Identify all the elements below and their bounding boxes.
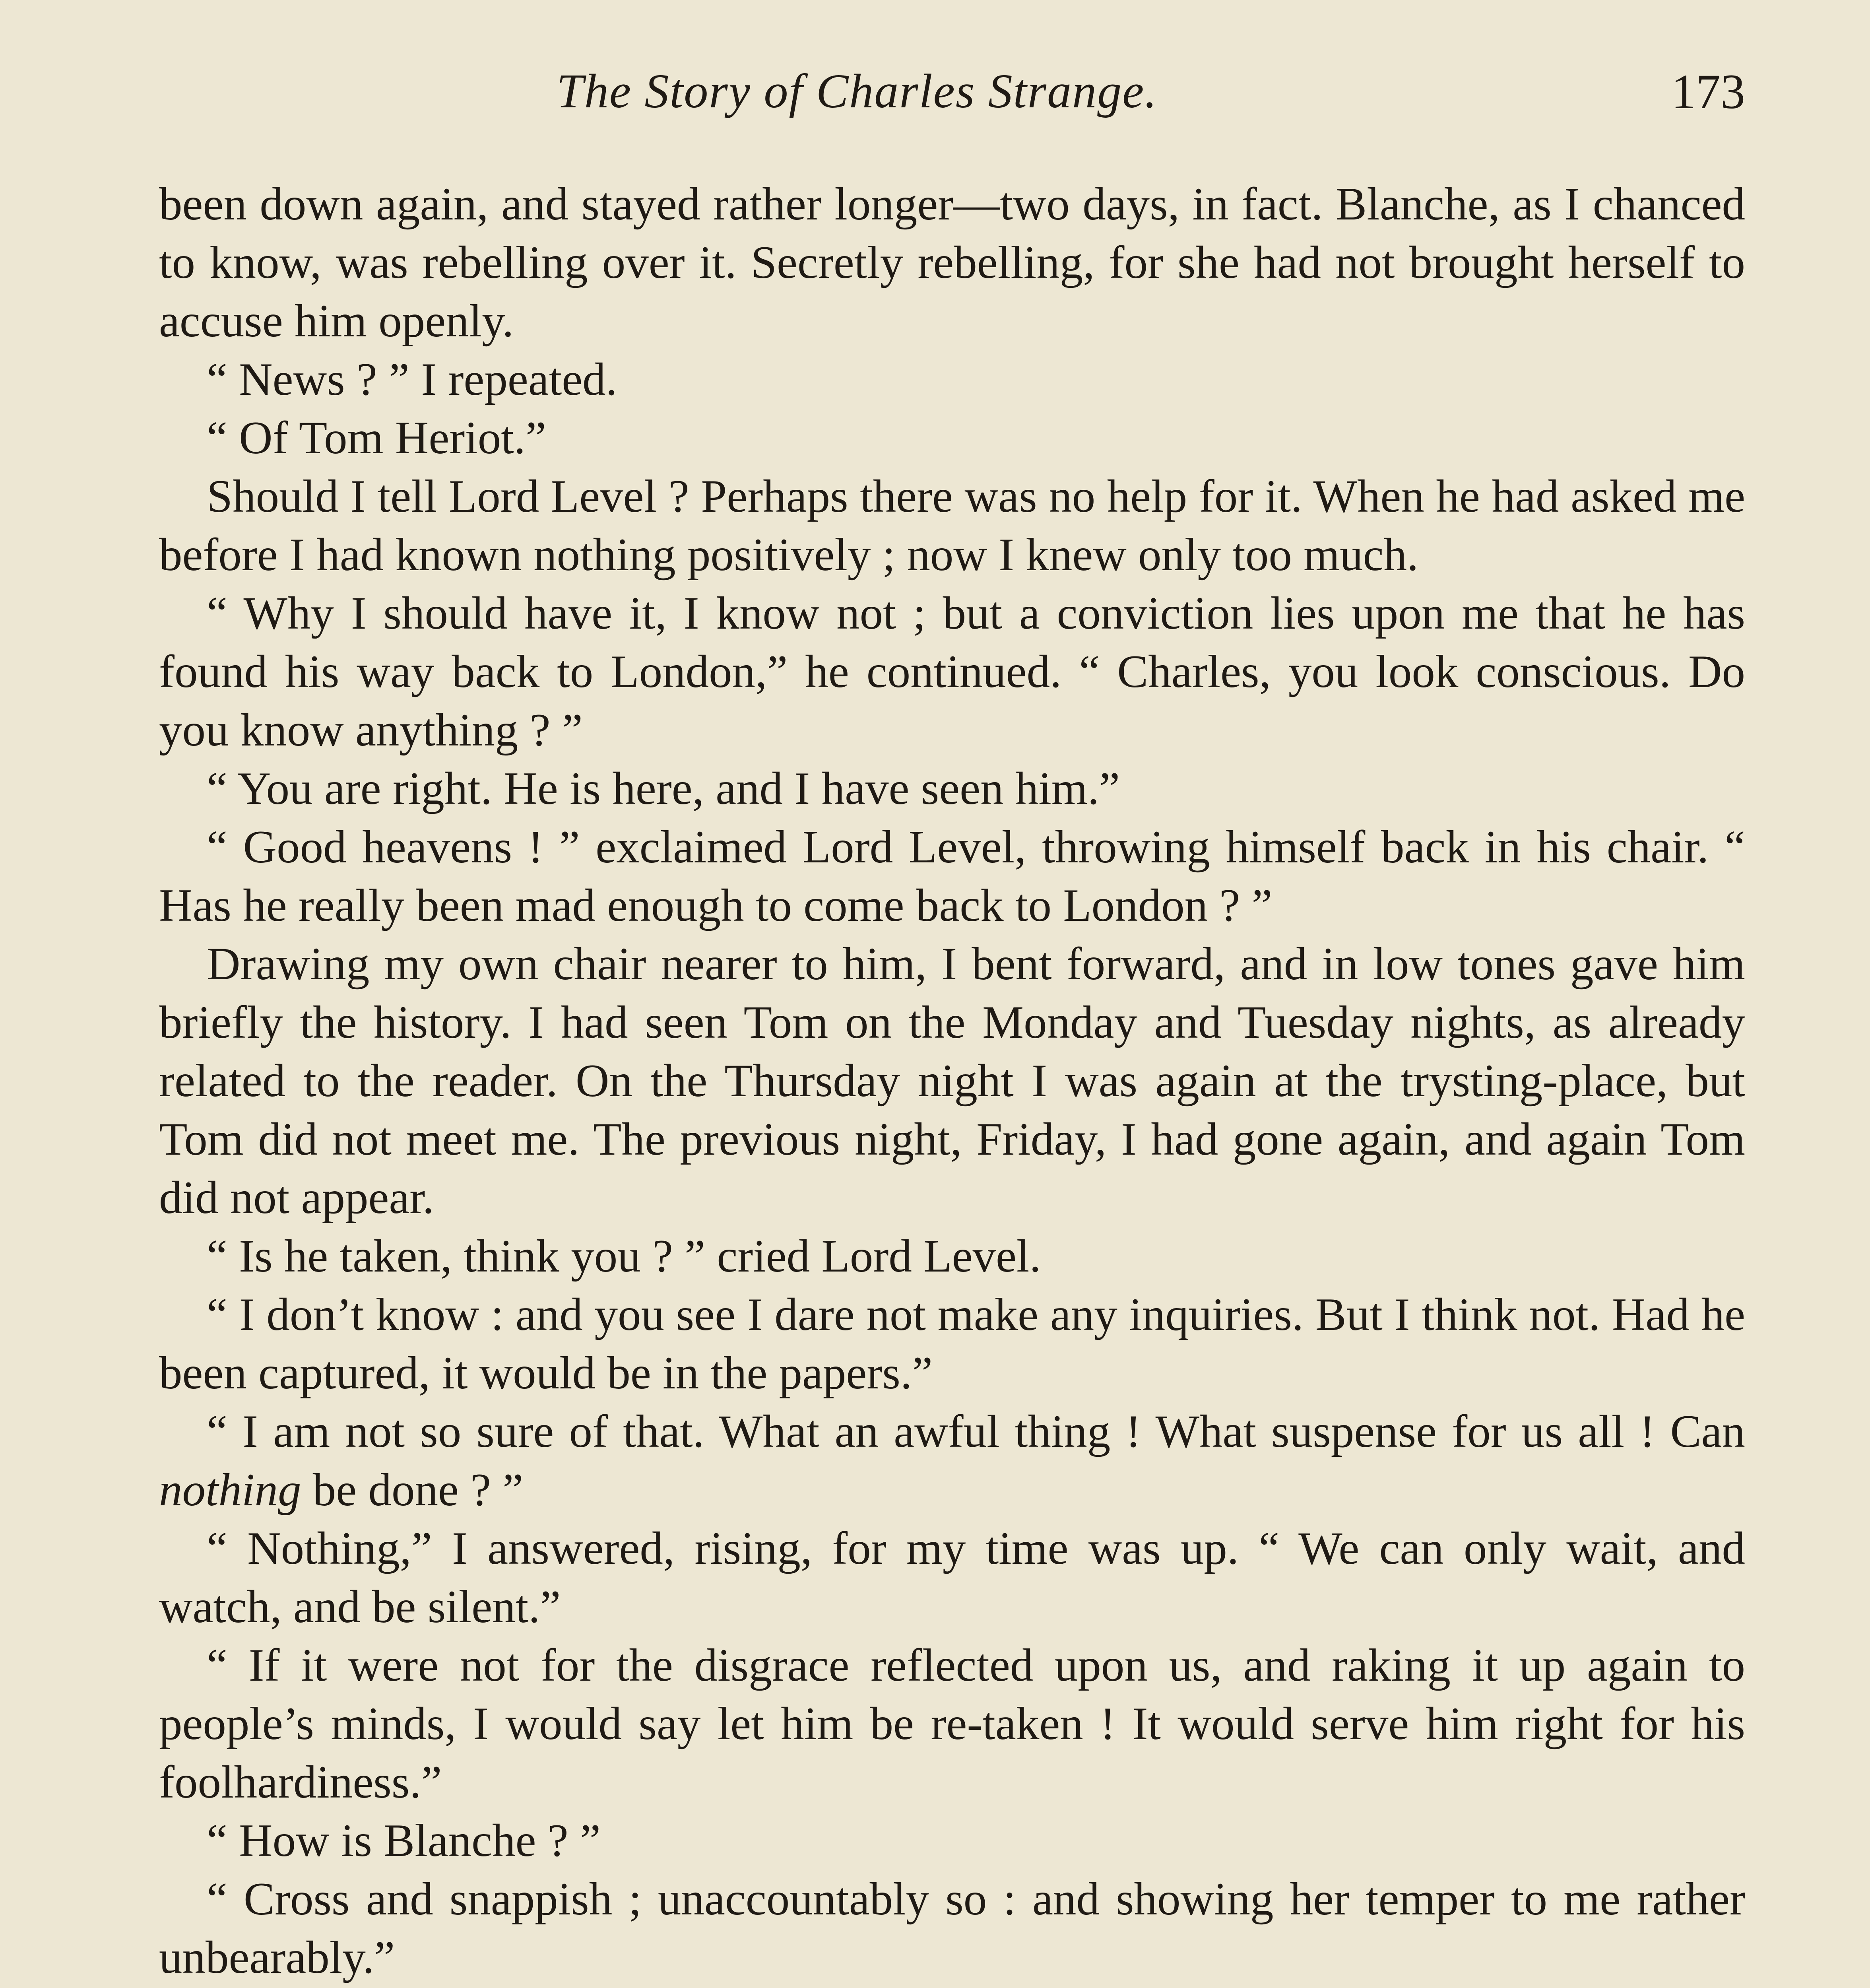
paragraph: Drawing my own chair nearer to him, I bent forward, and in low tones gave him briefly the history. I had seen Tom on the Monday and Tuesday nights, as already related to the reader. On the Thursday night I was again at the trysting-place, but Tom did not meet me. The previous night, Friday, I had gone again, and again Tom did not appear. bbox=[159, 938, 1745, 1223]
paragraph: “ Good heavens ! ” exclaimed Lord Level, throwing himself back in his chair. “ Has he really been mad enough to come back to London ? ” bbox=[159, 821, 1745, 931]
paragraph: “ If it were not for the disgrace reflected upon us, and raking it up again to people’s minds, I would say let him be re-taken ! It would serve him right for his foolhardiness.” bbox=[159, 1640, 1745, 1808]
paragraph: “ Cross and snappish ; unaccountably so : and showing her temper to me rather unbearably.” bbox=[159, 1873, 1745, 1983]
paragraph: “ Nothing,” I answered, rising, for my time was up. “ We can only wait, and watch, and be silent.” bbox=[159, 1523, 1745, 1633]
running-title: The Story of Charles Strange. bbox=[557, 64, 1158, 118]
paragraph-suspense bbox=[159, 1402, 1745, 1519]
paragraph: “ Why I should have it, I know not ; but a conviction lies upon me that he has found his way back to London,” he continued. “ Charles, you look conscious. Do you know anything ? ” bbox=[159, 588, 1745, 756]
paragraph: “ You are right. He is here, and I have seen him.” bbox=[207, 763, 1120, 814]
paragraph: “ News ? ” I repeated. bbox=[207, 354, 617, 405]
body-text bbox=[159, 175, 1745, 1988]
paragraph: Should I tell Lord Level ? Perhaps there was no help for it. When he had asked me before I had known nothing positively ; now I knew only too much. bbox=[159, 471, 1745, 580]
page-header bbox=[159, 56, 1745, 147]
emphasis-word: nothing bbox=[159, 1464, 301, 1516]
text-run: be done ? ” bbox=[301, 1464, 524, 1516]
text-run: “ I am not so sure of that. What an awful thing ! What suspense for us all ! Can bbox=[207, 1406, 1745, 1457]
paragraph: “ I don’t know : and you see I dare not make any inquiries. But I think not. Had he been captured, it would be in the papers.” bbox=[159, 1289, 1745, 1399]
paragraph: “ Is he taken, think you ? ” cried Lord Level. bbox=[207, 1231, 1041, 1282]
paragraph: been down again, and stayed rather longer—two days, in fact. Blanche, as I chanced to know, was rebelling over it. Secretly rebelling, for she had not brought herself to accuse him openly. bbox=[159, 179, 1745, 347]
page-number: 173 bbox=[1671, 64, 1745, 119]
paragraph: “ How is Blanche ? ” bbox=[207, 1815, 601, 1866]
paragraph: “ Of Tom Heriot.” bbox=[207, 412, 546, 464]
